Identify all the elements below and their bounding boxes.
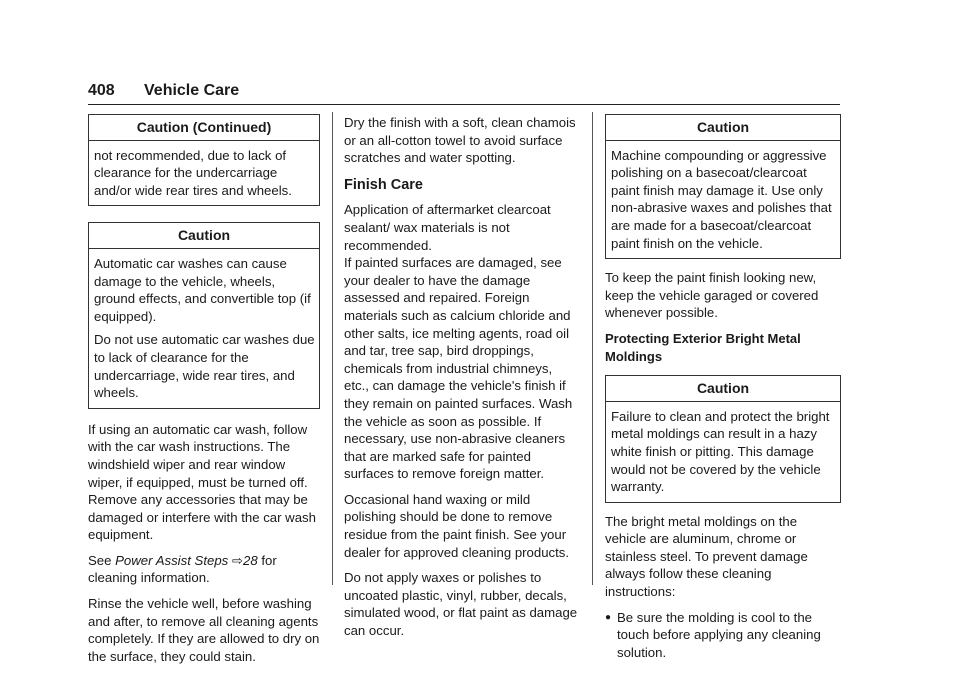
caution-continued-title: Caution (Continued) [89,115,319,141]
caution-moldings-text: Failure to clean and protect the bright metal moldings can result in a hazy white finish or pitting. This damage would not be covered by the vehicle warranty. [611,408,830,495]
painted-surfaces-paragraph: If painted surfaces are damaged, see your dealer to have the damage assessed and repaired. Foreign materials such as calcium chloride and other salts, ice melting agents, road oil and tar, tree sap, bird droppings, chemicals from industrial chimneys, etc., can damage the vehicle's finish if they remain on painted surfaces. Wash the vehicle as soon as possible. If necessary, use non-abrasive cleaners that are marked safe for painted surfaces to remove foreign matter. [344,255,573,482]
waxing-paragraph: Occasional hand waxing or mild polishing should be done to remove residue from the paint finish. See your dealer for approved cleaning products. [344,491,570,560]
page-arrow-icon: ⇨ [231,552,243,568]
list-item [605,609,841,662]
column-divider-2 [592,112,593,585]
see-prefix: See [88,552,116,568]
page-header [88,82,840,104]
column-divider-1 [332,112,333,585]
column-1 [88,114,320,673]
caution-car-wash-text-1: Automatic car washes can cause damage to the vehicle, wheels, ground effects, and convertible top (if equipped). [94,255,311,324]
reference-page[interactable]: 28 [243,552,258,568]
caution-car-wash-box [88,222,320,408]
header-rule [88,104,840,105]
finish-care-heading: Finish Care [344,176,423,193]
caution-compounding-title: Caution [606,115,840,141]
section-title: Vehicle Care [144,82,240,99]
caution-compounding-text: Machine compounding or aggressive polishing on a basecoat/clearcoat paint finish may damage it. Use only non-abrasive waxes and polishes that are made for a basecoat/clearcoat paint finish on the vehicle. [611,147,832,251]
dry-paragraph: Dry the finish with a soft, clean chamois or an all-cotton towel to avoid surface scratches and water spotting. [344,115,576,166]
bullet-text: Be sure the molding is cool to the touch before applying any cleaning solution. [617,609,821,660]
caution-car-wash-text-2: Do not use automatic car washes due to lack of clearance for the undercarriage, wide rear tires, and wheels. [94,332,315,401]
column-3 [605,114,841,661]
keep-paint-paragraph: To keep the paint finish looking new, keep the vehicle garaged or covered whenever possible. [605,270,819,321]
caution-car-wash-title: Caution [89,223,319,249]
power-assist-steps-link[interactable]: Power Assist Steps [115,552,229,568]
see-reference-paragraph [88,552,320,587]
rinse-paragraph: Rinse the vehicle well, before washing and after, to remove all cleaning agents completely. If they are allowed to dry on the surface, they could stain. [88,596,320,664]
caution-moldings-box [605,375,841,503]
see-suffix: for cleaning information. [88,552,277,586]
caution-continued-box [88,114,320,206]
caution-moldings-title: Caution [606,376,840,402]
bullet-icon: ● [605,611,612,623]
moldings-heading: Protecting Exterior Bright Metal Moldings [605,330,801,364]
column-2 [344,114,579,648]
caution-compounding-box [605,114,841,259]
page-number: 408 [88,82,115,99]
application-paragraph: Application of aftermarket clearcoat sealant/ wax materials is not recommended. [344,202,551,253]
caution-continued-text: not recommended, due to lack of clearance for the undercarriage and/or wide rear tires and wheels. [94,147,292,198]
car-wash-paragraph: If using an automatic car wash, follow with the car wash instructions. The windshield wiper and rear window wiper, if equipped, must be turned off. Remove any accessories that may be damaged or interfere with the car wash equipment. [88,421,316,543]
uncoated-paragraph: Do not apply waxes or polishes to uncoated plastic, vinyl, rubber, decals, simulated wood, or flat paint as damage can occur. [344,570,578,639]
bright-metal-paragraph: The bright metal moldings on the vehicle are aluminum, chrome or stainless steel. To prevent damage always follow these cleaning instructions: [605,513,808,600]
